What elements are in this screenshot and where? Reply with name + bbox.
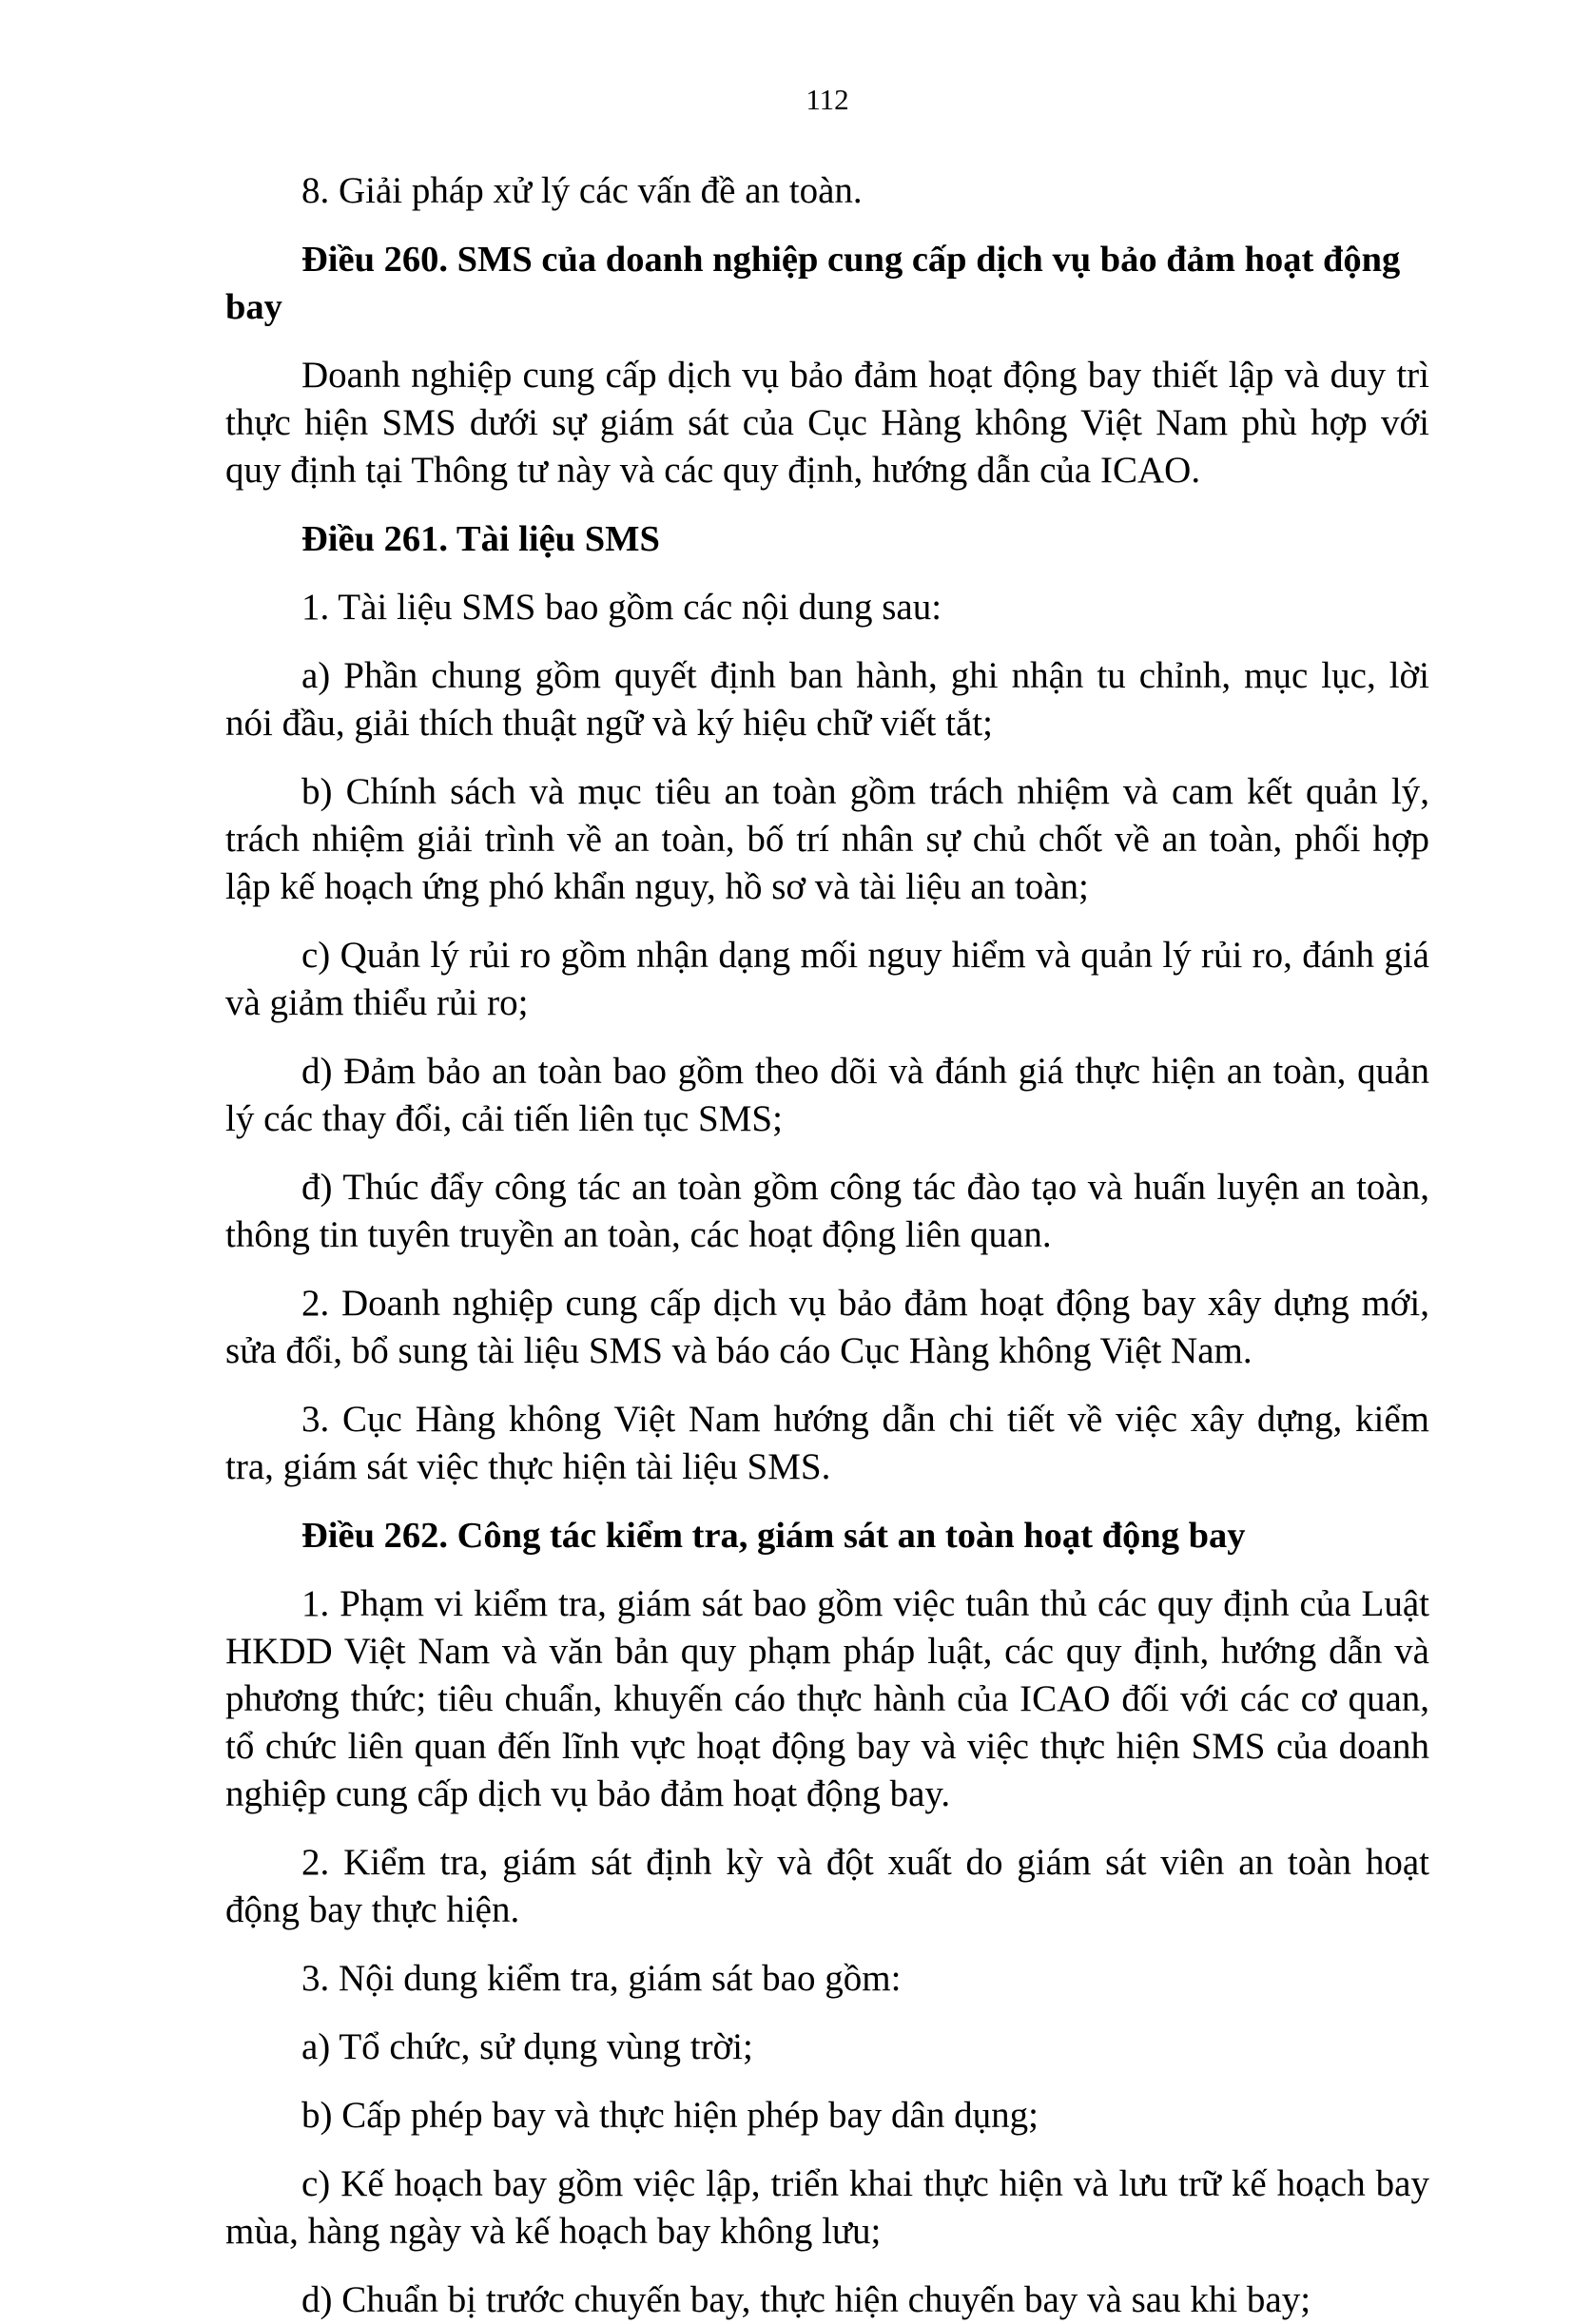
article-261-point-dd: đ) Thúc đẩy công tác an toàn gồm công tác đào tạo và huấn luyện an toàn, thông tin tuyên truyền an toàn, các hoạt động liên quan. (225, 1167, 1429, 1255)
article-262-point-d: d) Chuẩn bị trước chuyến bay, thực hiện chuyến bay và sau khi bay; (301, 2279, 1311, 2320)
article-261-heading: Điều 261. Tài liệu SMS (301, 519, 660, 559)
article-262-heading: Điều 262. Công tác kiểm tra, giám sát an toàn hoạt động bay (301, 1516, 1246, 1556)
article-261-clause-2: 2. Doanh nghiệp cung cấp dịch vụ bảo đảm hoạt động bay xây dựng mới, sửa đổi, bổ sung tài liệu SMS và báo cáo Cục Hàng không Việt Nam. (225, 1283, 1429, 1371)
article-262-point-b: b) Cấp phép bay và thực hiện phép bay dân dụng; (301, 2095, 1039, 2136)
article-260-heading: Điều 260. SMS của doanh nghiệp cung cấp dịch vụ bảo đảm hoạt động bay (225, 240, 1401, 327)
article-262-clause-2: 2. Kiểm tra, giám sát định kỳ và đột xuất do giám sát viên an toàn hoạt động bay thực hiện. (225, 1842, 1429, 1930)
page-number: 112 (806, 83, 849, 116)
article-260-body: Doanh nghiệp cung cấp dịch vụ bảo đảm hoạt động bay thiết lập và duy trì thực hiện SMS dưới sự giám sát của Cục Hàng không Việt Nam phù hợp với quy định tại Thông tư này và các quy định, hướng dẫn của ICAO. (225, 355, 1429, 491)
document-page (225, 83, 1429, 2324)
article-261-clause-3: 3. Cục Hàng không Việt Nam hướng dẫn chi tiết về việc xây dựng, kiểm tra, giám sát việc thực hiện tài liệu SMS. (225, 1399, 1429, 1487)
article-261-point-a: a) Phần chung gồm quyết định ban hành, ghi nhận tu chỉnh, mục lục, lời nói đầu, giải thích thuật ngữ và ký hiệu chữ viết tắt; (225, 655, 1429, 744)
article-262-point-a: a) Tổ chức, sử dụng vùng trời; (301, 2026, 753, 2067)
article-261-point-c: c) Quản lý rủi ro gồm nhận dạng mối nguy hiểm và quản lý rủi ro, đánh giá và giảm thiểu rủi ro; (225, 935, 1429, 1023)
article-261-clause-1: 1. Tài liệu SMS bao gồm các nội dung sau: (301, 587, 942, 628)
article-262-clause-3: 3. Nội dung kiểm tra, giám sát bao gồm: (301, 1958, 902, 1999)
article-262-point-c: c) Kế hoạch bay gồm việc lập, triển khai thực hiện và lưu trữ kế hoạch bay mùa, hàng ngày và kế hoạch bay không lưu; (225, 2163, 1429, 2252)
article-262-clause-1: 1. Phạm vi kiểm tra, giám sát bao gồm việc tuân thủ các quy định của Luật HKDD Việt Nam và văn bản quy phạm pháp luật, các quy định, hướng dẫn và phương thức; tiêu chuẩn, khuyến cáo thực hành của ICAO đối với các cơ quan, tổ chức liên quan đến lĩnh vực hoạt động bay và việc thực hiện SMS của doanh nghiệp cung cấp dịch vụ bảo đảm hoạt động bay. (225, 1583, 1429, 1814)
article-261-point-d: d) Đảm bảo an toàn bao gồm theo dõi và đánh giá thực hiện an toàn, quản lý các thay đổi, cải tiến liên tục SMS; (225, 1051, 1429, 1139)
clause-8-solutions: 8. Giải pháp xử lý các vấn đề an toàn. (301, 170, 863, 211)
article-261-point-b: b) Chính sách và mục tiêu an toàn gồm trách nhiệm và cam kết quản lý, trách nhiệm giải trình về an toàn, bố trí nhân sự chủ chốt về an toàn, phối hợp lập kế hoạch ứng phó khẩn nguy, hồ sơ và tài liệu an toàn; (225, 771, 1429, 907)
